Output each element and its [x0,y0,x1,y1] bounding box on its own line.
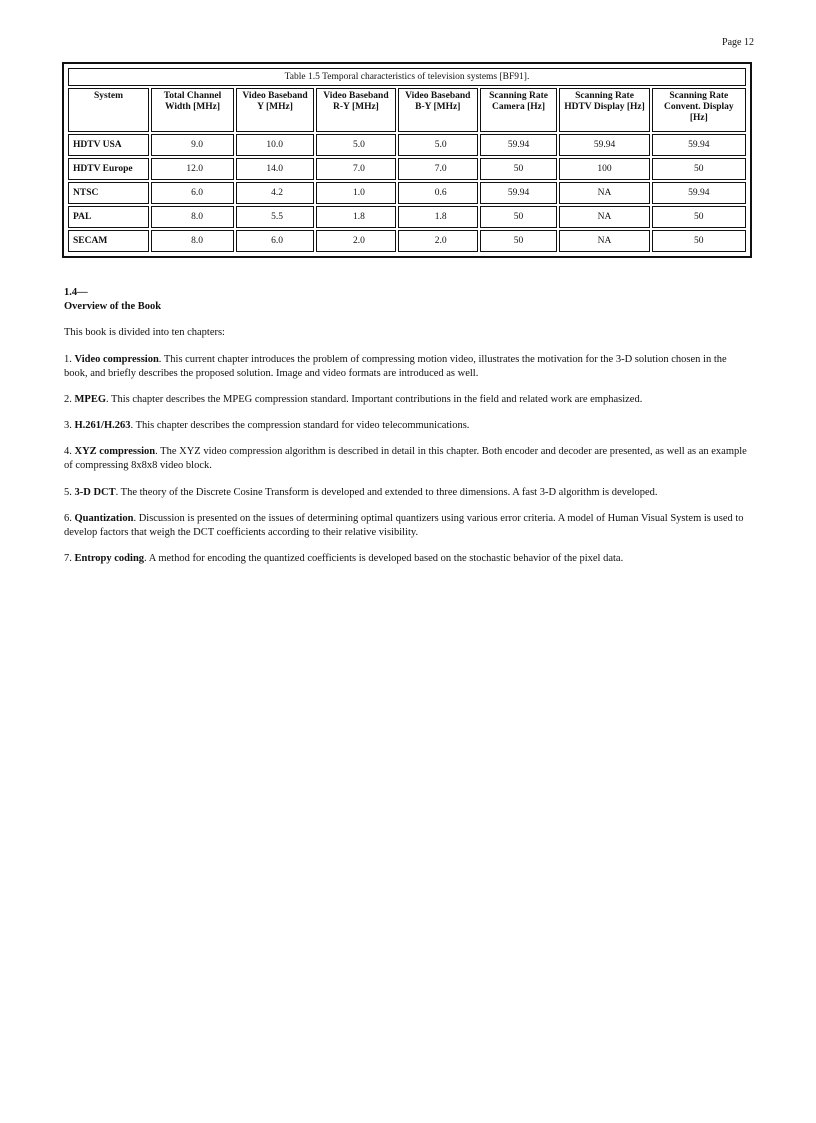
col-header-scan-camera: Scanning Rate Camera [Hz] [480,88,558,132]
chapter-item [64,393,752,407]
cell: 6.0 [151,182,234,204]
cell: 59.94 [652,134,746,156]
chapter-number: 6. [64,512,72,524]
cell-system: PAL [68,206,149,228]
cell: 50 [480,206,558,228]
cell: 50 [652,230,746,252]
chapter-description: . This chapter describes the compression standard for video telecommunications. [130,420,470,432]
chapter-number: 5. [64,486,72,498]
chapter-description: . A method for encoding the quantized coefficients is developed based on the stochastic behavior of the pixel data. [144,553,624,565]
cell: NA [559,206,649,228]
chapter-term: Quantization [74,512,134,524]
cell: 59.94 [652,182,746,204]
chapter-number: 7. [64,553,72,565]
chapter-item [64,512,752,540]
chapter-term: Video compression [74,353,159,365]
cell: 5.5 [236,206,314,228]
section-title: Overview of the Book [64,301,162,313]
cell-system: SECAM [68,230,149,252]
chapter-number: 4. [64,446,72,458]
cell: 5.0 [398,134,478,156]
table-row [68,230,746,252]
chapter-number: 1. [64,353,72,365]
cell: 4.2 [236,182,314,204]
chapter-item [64,353,752,381]
section-content [64,286,752,578]
cell: 5.0 [316,134,396,156]
cell: 0.6 [398,182,478,204]
chapter-item [64,445,752,473]
table-caption: Table 1.5 Temporal characteristics of television systems [BF91]. [68,68,746,86]
col-header-scan-convent: Scanning Rate Convent. Display [Hz] [652,88,746,132]
cell: 50 [652,158,746,180]
cell: 9.0 [151,134,234,156]
chapter-description: . The theory of the Discrete Cosine Transform is developed and extended to three dimensions. A fast 3-D algorithm is developed. [115,486,658,498]
chapter-number: 2. [64,393,72,405]
chapter-item [64,486,752,500]
page-number: Page 12 [722,37,754,48]
col-header-scan-hdtv: Scanning Rate HDTV Display [Hz] [559,88,649,132]
cell: 50 [480,230,558,252]
cell: 14.0 [236,158,314,180]
chapter-item [64,419,752,433]
cell: 1.8 [316,206,396,228]
chapter-description: . Discussion is presented on the issues of determining optimal quantizers using various error criteria. A model of Human Visual System is used to develop factors that weigh the DCT coefficients according to their relative visibility. [64,512,744,538]
table-row [68,158,746,180]
col-header-system: System [68,88,149,132]
cell: 2.0 [398,230,478,252]
section-number: 1.4— [64,287,88,298]
cell: 8.0 [151,230,234,252]
cell: 7.0 [398,158,478,180]
chapter-term: Entropy coding [74,553,145,565]
cell-system: HDTV USA [68,134,149,156]
temporal-characteristics-table [62,62,752,258]
col-header-video-ry: Video Baseband R-Y [MHz] [316,88,396,132]
cell: 50 [652,206,746,228]
col-header-total-channel: Total Channel Width [MHz] [151,88,234,132]
cell: 8.0 [151,206,234,228]
chapter-description: . The XYZ video compression algorithm is described in detail in this chapter. Both encoder and decoder are presented, as well as an example of compressing 8x8x8 video block. [64,446,747,472]
chapter-term: H.261/H.263 [74,420,131,432]
chapter-term: 3-D DCT [74,486,116,498]
col-header-video-y: Video Baseband Y [MHz] [236,88,314,132]
chapter-term: XYZ compression [74,446,156,458]
table-row [68,182,746,204]
cell: NA [559,230,649,252]
col-header-video-by: Video Baseband B-Y [MHz] [398,88,478,132]
table-header-row [68,88,746,132]
chapter-term: MPEG [74,393,106,405]
cell: 7.0 [316,158,396,180]
chapter-item [64,552,752,566]
chapter-description: . This chapter describes the MPEG compression standard. Important contributions in the field and related work are emphasized. [106,393,643,405]
cell: 100 [559,158,649,180]
cell-system: HDTV Europe [68,158,149,180]
cell: 6.0 [236,230,314,252]
cell: 59.94 [559,134,649,156]
cell: 10.0 [236,134,314,156]
cell: 59.94 [480,182,558,204]
cell: 12.0 [151,158,234,180]
section-intro: This book is divided into ten chapters: [64,327,225,339]
cell: 2.0 [316,230,396,252]
chapter-description: . This current chapter introduces the problem of compressing motion video, illustrates the motivation for the 3-D solution chosen in the book, and briefly describes the proposed solution. Image and video formats are introduced as well. [64,353,727,379]
cell: NA [559,182,649,204]
table-row [68,206,746,228]
table-row [68,134,746,156]
cell: 1.0 [316,182,396,204]
cell: 1.8 [398,206,478,228]
cell-system: NTSC [68,182,149,204]
cell: 50 [480,158,558,180]
cell: 59.94 [480,134,558,156]
chapter-number: 3. [64,420,72,432]
